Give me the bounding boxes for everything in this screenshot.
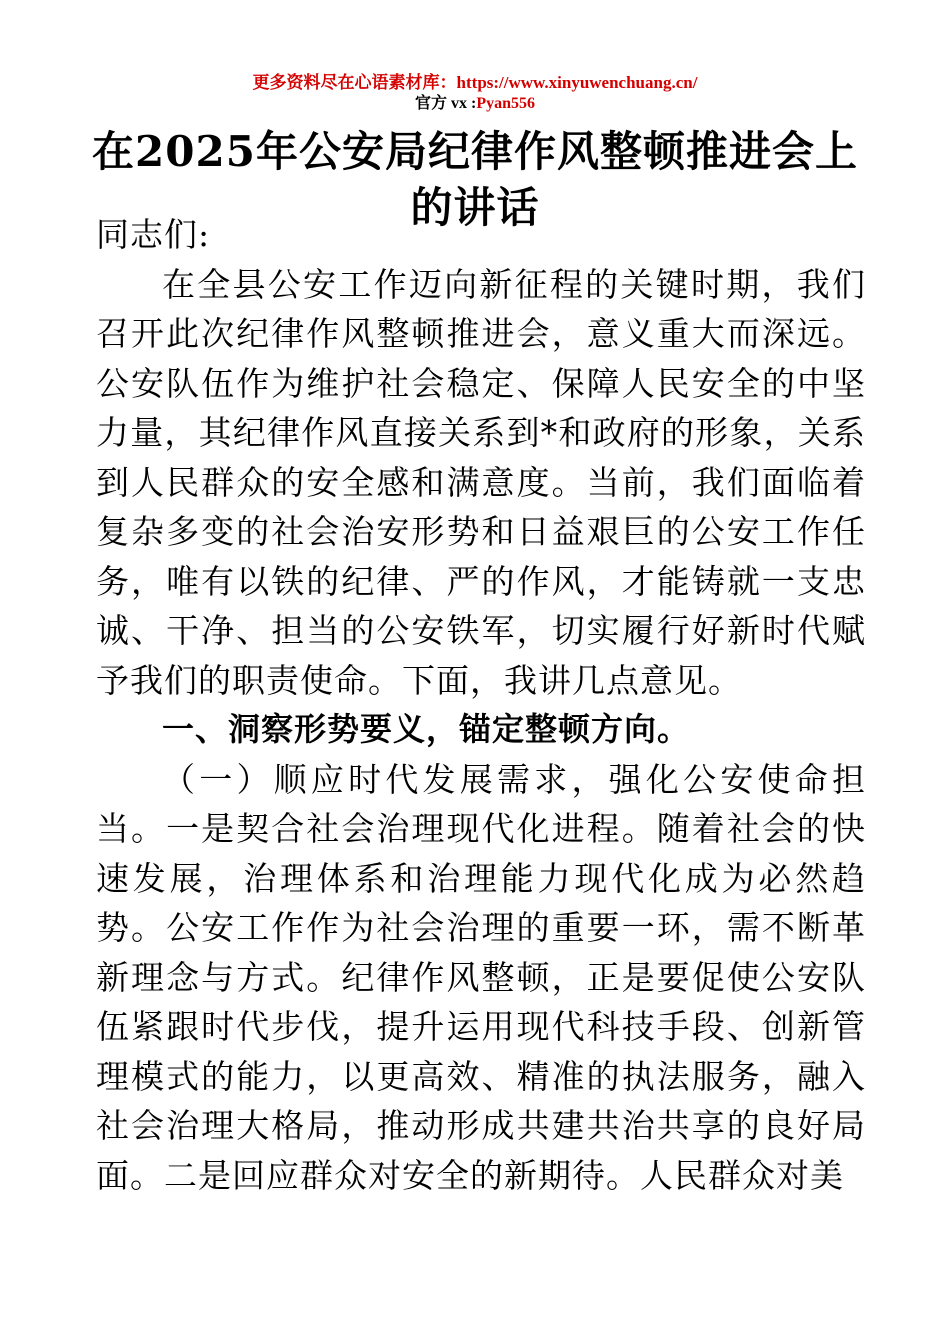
- wechat-id: Pyan556: [476, 95, 535, 112]
- source-banner: 更多资料尽在心语素材库：https://www.xinyuwenchuang.cn/: [252, 73, 698, 92]
- intro-paragraph: 在全县公安工作迈向新征程的关键时期，我们召开此次纪律作风整顿推进会，意义重大而深远。公安队伍作为维护社会稳定、保障人民安全的中坚力量，其纪律作风直接关系到*和政府的形象，关系到人民群众的安全感和满意度。当前，我们面临着复杂多变的社会治安形势和日益艰巨的公安工作任务，唯有以铁的纪律、严的作风，才能铸就一支忠诚、干净、担当的公安铁军，切实履行好新时代赋予我们的职责使命。下面，我讲几点意见。: [96, 264, 866, 700]
- wechat-contact-line: [0, 90, 950, 113]
- wechat-label: 官方 vx :: [414, 95, 477, 112]
- document-body: [96, 210, 866, 1200]
- section-paragraph: （一）顺应时代发展需求，强化公安使命担当。一是契合社会治理现代化进程。随着社会的快速发展，治理体系和治理能力现代化成为必然趋势。公安工作作为社会治理的重要一环，需不断革新理念与方式。纪律作风整顿，正是要促使公安队伍紧跟时代步伐，提升运用现代科技手段、创新管理模式的能力，以更高效、精准的执法服务，融入社会治理大格局，推动形成共建共治共享的良好局面。二是回应群众对安全的新期待。人民群众对美: [96, 759, 866, 1195]
- section-heading: 一、洞察形势要义，锚定整顿方向。: [162, 710, 691, 748]
- document-title: 在2025年公安局纪律作风整顿推进会上的讲话: [92, 127, 858, 232]
- greeting: 同志们:: [96, 215, 211, 254]
